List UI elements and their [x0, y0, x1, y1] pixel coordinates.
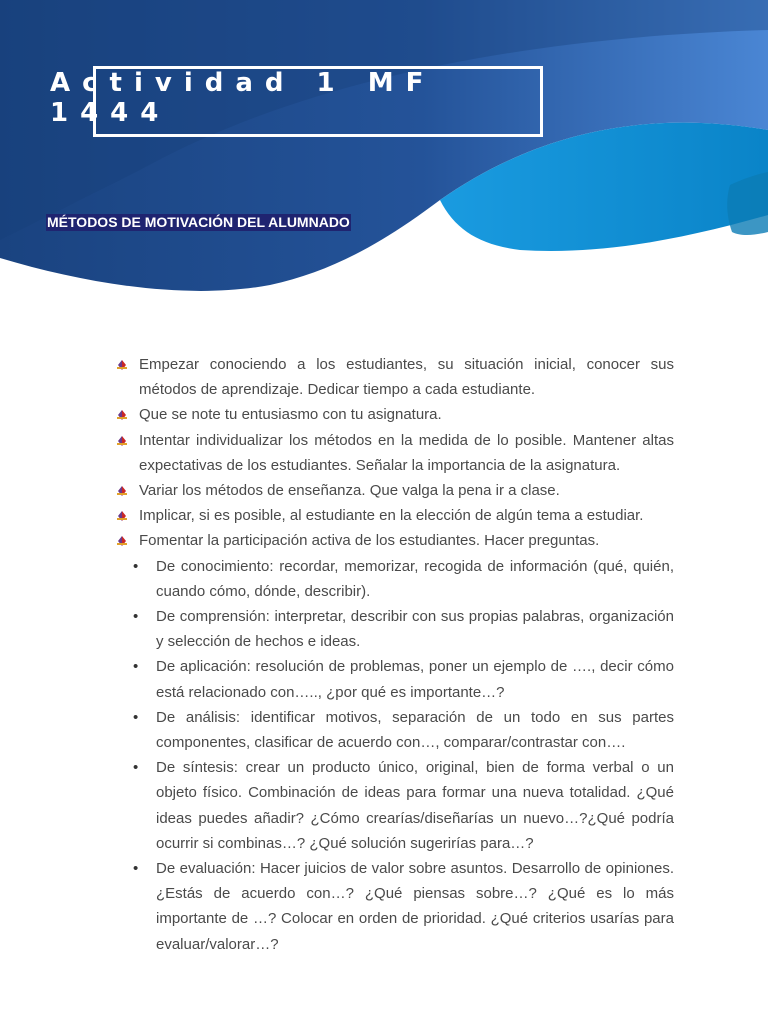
sub-list-item-text: De análisis: identificar motivos, separación de un todo en sus partes componentes, clasificar de acuerdo con…, comparar/contrastar con….: [156, 708, 674, 752]
bullet-dot-icon: •: [133, 708, 139, 726]
arrow-bullet-icon: [116, 535, 128, 547]
sub-list-item: [113, 654, 674, 704]
list-item: [113, 503, 674, 528]
sub-list-item: [113, 554, 674, 604]
list-item-text: Empezar conociendo a los estudiantes, su situación inicial, conocer sus métodos de aprendizaje. Dedicar tiempo a cada estudiante.: [139, 356, 674, 399]
list-item-text: Intentar individualizar los métodos en la medida de lo posible. Mantener altas expectativas de los estudiantes. Señalar la importancia de la asignatura.: [139, 431, 674, 474]
list-item: [113, 528, 674, 553]
sub-list-item-text: De comprensión: interpretar, describir con sus propias palabras, organización y selección de hechos e ideas.: [156, 608, 674, 651]
bullet-dot-icon: •: [133, 608, 139, 626]
arrow-bullet-icon: [116, 510, 128, 522]
arrow-bullet-icon: [116, 409, 128, 421]
bullet-dot-icon: •: [133, 759, 139, 777]
list-item-text: Fomentar la participación activa de los estudiantes. Hacer preguntas.: [139, 532, 600, 550]
document-subtitle: MÉTODOS DE MOTIVACIÓN DEL ALUMNADO: [47, 214, 350, 230]
list-item: [113, 352, 674, 402]
list-item: [113, 402, 674, 427]
arrow-bullet-list: [113, 352, 674, 554]
sub-list-item: [113, 755, 674, 856]
arrow-bullet-icon: [116, 359, 128, 371]
sub-list-item-text: De síntesis: crear un producto único, original, bien de forma verbal o un objeto físico. Combinación de ideas para formar una nueva totalidad. ¿Qué ideas puedes añadir? ¿Cómo crearías/diseñarías un nuevo…?¿Qué podría ocurrir si combinas…? ¿Qué solución sugerirías para…?: [156, 759, 674, 852]
bullet-dot-icon: •: [133, 557, 139, 575]
question-types-list: [113, 554, 674, 957]
arrow-bullet-icon: [116, 435, 128, 447]
list-item-text: Variar los métodos de enseñanza. Que valga la pena ir a clase.: [139, 482, 560, 500]
sub-list-item: [113, 856, 674, 957]
list-item-text: Que se note tu entusiasmo con tu asignatura.: [139, 406, 442, 424]
list-item: [113, 478, 674, 503]
arrow-bullet-icon: [116, 485, 128, 497]
list-item-text: Implicar, si es posible, al estudiante en la elección de algún tema a estudiar.: [139, 507, 644, 525]
header-wave-banner: [0, 0, 768, 300]
document-body: [113, 352, 674, 957]
bullet-dot-icon: •: [133, 860, 139, 878]
sub-list-item: [113, 705, 674, 755]
document-title: Actividad 1 MF 1444: [50, 68, 436, 128]
sub-list-item: [113, 604, 674, 654]
sub-list-item-text: De conocimiento: recordar, memorizar, recogida de información (qué, quién, cuando cómo, dónde, describir).: [156, 557, 674, 600]
sub-list-item-text: De aplicación: resolución de problemas, poner un ejemplo de …., decir cómo está relacionado con….., ¿por qué es importante…?: [156, 658, 674, 701]
bullet-dot-icon: •: [133, 658, 139, 676]
list-item: [113, 428, 674, 478]
sub-list-item-text: De evaluación: Hacer juicios de valor sobre asuntos. Desarrollo de opiniones. ¿Estás de acuerdo con…? ¿Qué piensas sobre…? ¿Qué es lo más importante de …? Colocar en orden de prioridad. ¿Qué criterios usarías para evaluar/valorar…?: [156, 860, 674, 953]
